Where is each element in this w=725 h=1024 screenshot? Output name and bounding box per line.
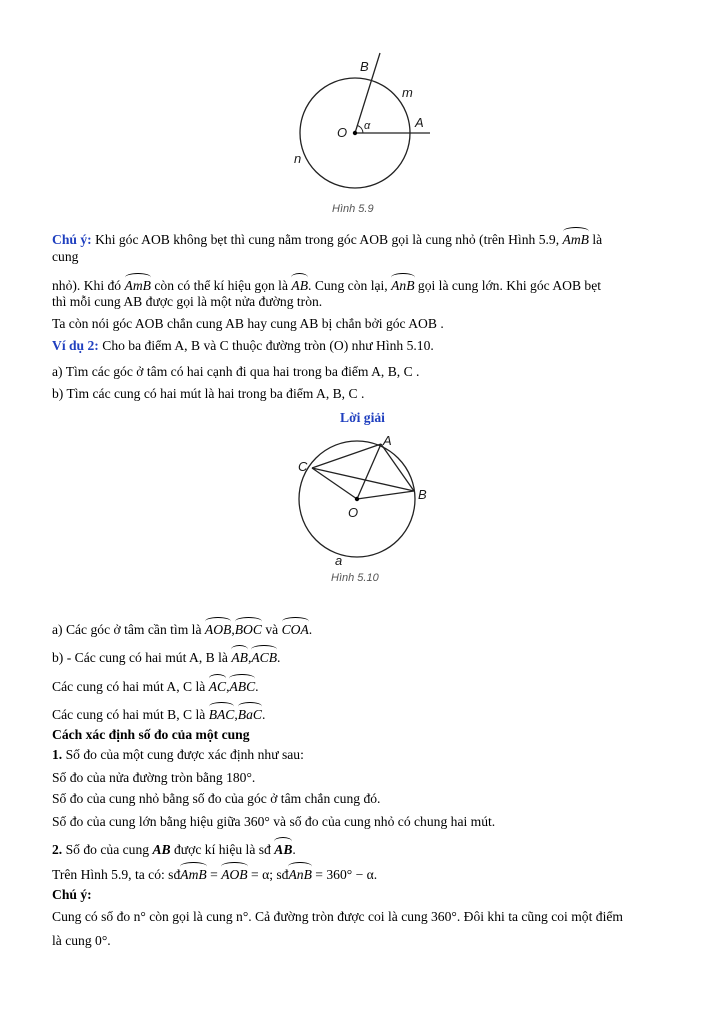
note-text: Khi góc AOB không bẹt thì cung nằm trong góc AOB gọi là cung nhỏ (trên Hình 5.9, bbox=[95, 232, 560, 247]
note1-line1 bbox=[52, 228, 685, 248]
arc-symbol: BaC bbox=[238, 703, 262, 723]
section-heading: Cách xác định số đo của một cung bbox=[52, 727, 250, 742]
label-m: m bbox=[402, 85, 413, 100]
label-c: C bbox=[298, 459, 308, 474]
arc-symbol: AB bbox=[291, 274, 308, 294]
note-text: . Cung còn lại, bbox=[308, 278, 388, 293]
body-text: Số đo của nửa đường tròn bằng 180°. bbox=[52, 770, 256, 785]
measure-item-1 bbox=[52, 746, 685, 763]
note2-line2 bbox=[52, 932, 685, 949]
arc-symbol: AmB bbox=[180, 863, 206, 883]
note1-line2 bbox=[52, 248, 685, 265]
solution-label: Lời giải bbox=[340, 410, 385, 425]
question-text: b) Tìm các cung có hai mút là hai trong ba điểm A, B, C . bbox=[52, 386, 365, 401]
example-label: Ví dụ 2: bbox=[52, 338, 99, 353]
arc-symbol: AOB bbox=[205, 618, 231, 638]
answer-text: Các cung có hai mút A, C là bbox=[52, 679, 206, 694]
item-number: 2. bbox=[52, 842, 63, 857]
answer-text: b) - Các cung có hai mút A, B là bbox=[52, 650, 228, 665]
label-b: B bbox=[360, 59, 369, 74]
arc-symbol: AOB bbox=[221, 863, 247, 883]
answer-a: a) Các góc ở tâm cần tìm là AOB,BOC và COA. bbox=[52, 618, 685, 638]
note-text: thì mỗi cung AB được gọi là một nửa đường tròn. bbox=[52, 294, 323, 309]
arc-symbol: ABC bbox=[229, 675, 255, 695]
note-text: gọi là cung lớn. Khi góc AOB bẹt bbox=[417, 278, 602, 293]
figure-5-9 bbox=[280, 45, 440, 220]
example-text: Cho ba điểm A, B và C thuộc đường tròn (O) như Hình 5.10. bbox=[102, 338, 434, 353]
note-label: Chú ý: bbox=[52, 232, 92, 247]
arc-symbol: AC bbox=[209, 675, 226, 695]
body-text: Trên Hình 5.9, ta có: sđ bbox=[52, 867, 181, 882]
arc-symbol: AnB bbox=[391, 274, 414, 294]
measure-line-1 bbox=[52, 769, 685, 786]
note-text: là bbox=[592, 232, 603, 247]
arc-symbol: AB bbox=[274, 838, 292, 858]
label-n: n bbox=[294, 151, 302, 166]
answer-text: Các cung có hai mút B, C là bbox=[52, 707, 206, 722]
arc-symbol: AnB bbox=[288, 863, 311, 883]
body-text: Số đo của cung nhỏ bằng số đo của góc ở tâm chắn cung đó. bbox=[52, 791, 381, 806]
note1-line4 bbox=[52, 293, 685, 310]
question-text: a) Tìm các góc ở tâm có hai cạnh đi qua hai trong ba điểm A, B, C . bbox=[52, 364, 420, 379]
measure-line-3 bbox=[52, 813, 685, 830]
note-text: Cung có số đo n° còn gọi là cung n°. Cả đường tròn được coi là cung 360°. Đôi khi ta cũng coi một điểm bbox=[52, 909, 623, 924]
label-a-arc: a bbox=[335, 553, 343, 568]
example2-question-b bbox=[52, 385, 685, 402]
body-text: = α; sđ bbox=[251, 867, 289, 882]
note-text: nhỏ). Khi đó bbox=[52, 278, 122, 293]
example2-line bbox=[52, 337, 685, 354]
item-text: được kí hiệu là sđ bbox=[174, 842, 271, 857]
arc-symbol: COA bbox=[282, 618, 309, 638]
figure-5-10 bbox=[280, 425, 450, 595]
example2-question-a bbox=[52, 363, 685, 380]
label-a: A bbox=[383, 433, 392, 448]
label-b: B bbox=[418, 487, 427, 502]
measure-line-2 bbox=[52, 790, 685, 807]
item-text: Số đo của một cung được xác định như sau: bbox=[65, 747, 304, 762]
note1-line5 bbox=[52, 315, 685, 332]
note2-line1 bbox=[52, 908, 685, 925]
body-text: Số đo của cung lớn bằng hiệu giữa 360° và số đo của cung nhỏ có chung hai mút. bbox=[52, 814, 496, 829]
answer-text: và bbox=[265, 622, 279, 637]
measure-item-2: 2. Số đo của cung AB được kí hiệu là sđ AB. bbox=[52, 838, 685, 858]
item-text: AB bbox=[152, 842, 171, 857]
item-text: Số đo của cung bbox=[65, 842, 150, 857]
solution-title bbox=[0, 409, 725, 426]
note-label: Chú ý: bbox=[52, 887, 92, 902]
note-text: Ta còn nói góc AOB chắn cung AB hay cung AB bị chắn bởi góc AOB . bbox=[52, 316, 444, 331]
arc-symbol: ACB bbox=[251, 646, 277, 666]
item-number: 1. bbox=[52, 747, 63, 762]
label-a: A bbox=[415, 115, 424, 130]
measure-title bbox=[52, 726, 685, 743]
figure-caption: Hình 5.9 bbox=[332, 203, 374, 215]
note-text: là cung 0°. bbox=[52, 933, 111, 948]
label-o: O bbox=[348, 505, 359, 520]
note2-label-line bbox=[52, 886, 685, 903]
body-text: = 360° − α. bbox=[315, 867, 378, 882]
note-text: cung bbox=[52, 249, 79, 264]
answer-b3: Các cung có hai mút B, C là BAC,BaC. bbox=[52, 703, 685, 723]
arc-symbol: AB bbox=[231, 646, 248, 666]
note-text: còn có thể kí hiệu gọn là bbox=[154, 278, 288, 293]
arc-symbol: AmB bbox=[563, 228, 589, 248]
arc-symbol: BOC bbox=[235, 618, 262, 638]
label-o: O bbox=[337, 125, 348, 140]
body-text: = bbox=[210, 867, 218, 882]
note1-line3 bbox=[52, 274, 685, 294]
measure-example bbox=[52, 863, 685, 883]
answer-b1: b) - Các cung có hai mút A, B là AB,ACB. bbox=[52, 646, 685, 666]
label-alpha: α bbox=[364, 120, 371, 132]
arc-symbol: AmB bbox=[125, 274, 151, 294]
arc-symbol: BAC bbox=[209, 703, 235, 723]
answer-b2: Các cung có hai mút A, C là AC,ABC. bbox=[52, 675, 685, 695]
answer-text: a) Các góc ở tâm cần tìm là bbox=[52, 622, 202, 637]
figure-caption: Hình 5.10 bbox=[331, 572, 379, 584]
